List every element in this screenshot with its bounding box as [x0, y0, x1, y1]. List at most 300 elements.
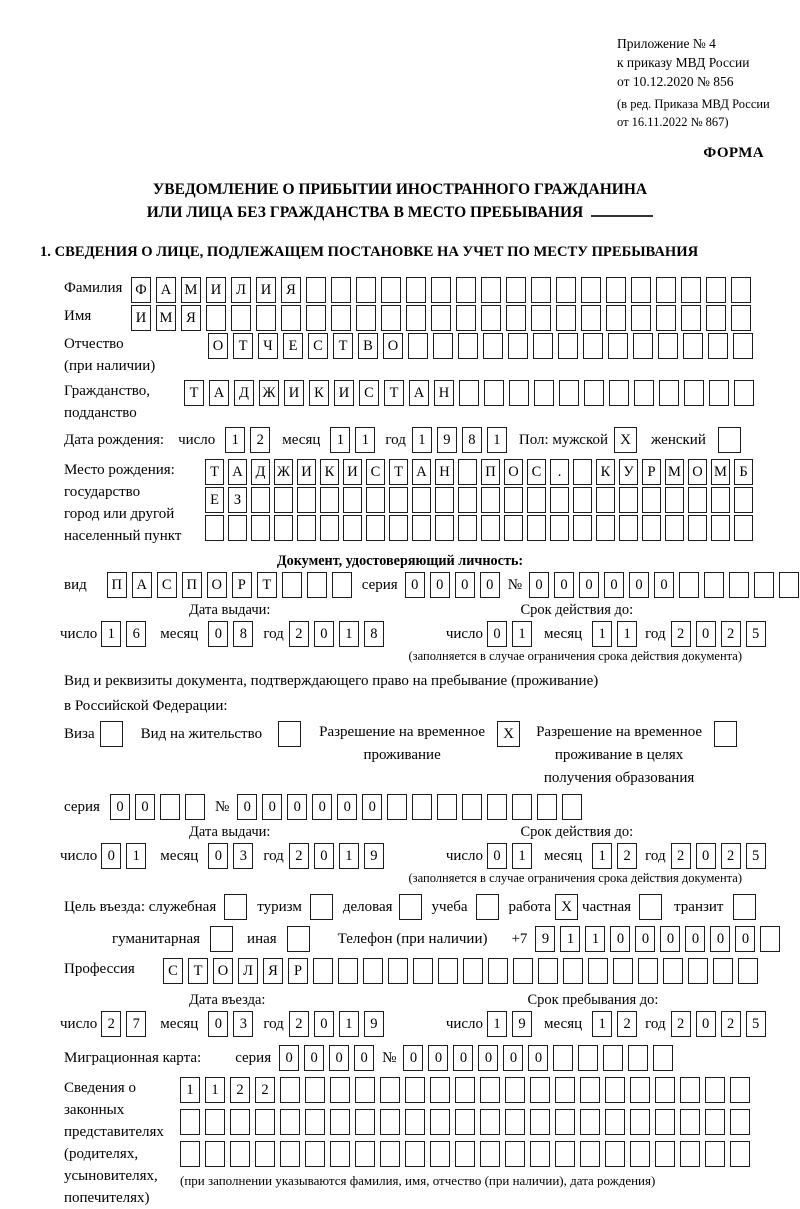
purpose-study-checkbox[interactable]: [476, 894, 499, 920]
char-cell[interactable]: О: [383, 333, 403, 359]
char-cell[interactable]: 0: [405, 572, 425, 598]
char-cell[interactable]: [555, 1077, 575, 1103]
char-cell[interactable]: Ж: [274, 459, 293, 485]
char-cell[interactable]: [633, 333, 653, 359]
char-cell[interactable]: [505, 1109, 525, 1135]
char-cell[interactable]: [380, 1109, 400, 1135]
char-cell[interactable]: [355, 1109, 375, 1135]
char-cell[interactable]: [658, 333, 678, 359]
char-cell[interactable]: [504, 515, 523, 541]
char-cell[interactable]: [530, 1141, 550, 1167]
char-cell[interactable]: О: [207, 572, 227, 598]
char-cell[interactable]: 1: [592, 843, 612, 869]
char-cell[interactable]: [534, 380, 554, 406]
char-cell[interactable]: [533, 333, 553, 359]
char-cell[interactable]: [550, 487, 569, 513]
char-cell[interactable]: [683, 333, 703, 359]
char-cell[interactable]: И: [343, 459, 362, 485]
char-cell[interactable]: 0: [312, 794, 332, 820]
char-cell[interactable]: [581, 277, 601, 303]
char-cell[interactable]: 1: [339, 621, 359, 647]
char-cell[interactable]: 1: [487, 427, 507, 453]
char-cell[interactable]: [508, 333, 528, 359]
char-cell[interactable]: [320, 487, 339, 513]
char-cell[interactable]: [619, 515, 638, 541]
char-cell[interactable]: 0: [453, 1045, 473, 1071]
char-cell[interactable]: [458, 459, 477, 485]
char-cell[interactable]: [550, 515, 569, 541]
char-cell[interactable]: 9: [512, 1011, 532, 1037]
char-cell[interactable]: [630, 1109, 650, 1135]
char-cell[interactable]: С: [308, 333, 328, 359]
char-cell[interactable]: [705, 1077, 725, 1103]
purpose-other-checkbox[interactable]: [287, 926, 310, 952]
char-cell[interactable]: [630, 1077, 650, 1103]
char-cell[interactable]: [573, 515, 592, 541]
char-cell[interactable]: 2: [250, 427, 270, 453]
char-cell[interactable]: 9: [437, 427, 457, 453]
char-cell[interactable]: [488, 958, 508, 984]
char-cell[interactable]: [405, 1141, 425, 1167]
char-cell[interactable]: [605, 1109, 625, 1135]
char-cell[interactable]: 0: [610, 926, 630, 952]
char-cell[interactable]: Т: [188, 958, 208, 984]
char-cell[interactable]: 1: [487, 1011, 507, 1037]
char-cell[interactable]: [412, 515, 431, 541]
char-cell[interactable]: [605, 1077, 625, 1103]
char-cell[interactable]: 1: [339, 843, 359, 869]
char-cell[interactable]: 9: [535, 926, 555, 952]
char-cell[interactable]: И: [256, 277, 276, 303]
char-cell[interactable]: [331, 305, 351, 331]
char-cell[interactable]: 0: [529, 572, 549, 598]
char-cell[interactable]: [231, 305, 251, 331]
char-cell[interactable]: 1: [355, 427, 375, 453]
char-cell[interactable]: И: [131, 305, 151, 331]
char-cell[interactable]: [688, 958, 708, 984]
char-cell[interactable]: [638, 958, 658, 984]
char-cell[interactable]: 1: [585, 926, 605, 952]
char-cell[interactable]: [730, 1141, 750, 1167]
char-cell[interactable]: Л: [238, 958, 258, 984]
char-cell[interactable]: [530, 1109, 550, 1135]
char-cell[interactable]: [680, 1077, 700, 1103]
char-cell[interactable]: [711, 487, 730, 513]
char-cell[interactable]: [282, 572, 302, 598]
char-cell[interactable]: [659, 380, 679, 406]
char-cell[interactable]: Р: [232, 572, 252, 598]
char-cell[interactable]: [730, 1077, 750, 1103]
char-cell[interactable]: [480, 1141, 500, 1167]
char-cell[interactable]: [754, 572, 774, 598]
char-cell[interactable]: [779, 572, 799, 598]
char-cell[interactable]: [655, 1141, 675, 1167]
char-cell[interactable]: 1: [205, 1077, 225, 1103]
char-cell[interactable]: 2: [230, 1077, 250, 1103]
char-cell[interactable]: [705, 1109, 725, 1135]
char-cell[interactable]: 0: [629, 572, 649, 598]
char-cell[interactable]: Б: [734, 459, 753, 485]
char-cell[interactable]: О: [504, 459, 523, 485]
char-cell[interactable]: 1: [512, 621, 532, 647]
char-cell[interactable]: 0: [337, 794, 357, 820]
char-cell[interactable]: 1: [330, 427, 350, 453]
char-cell[interactable]: П: [182, 572, 202, 598]
char-cell[interactable]: О: [208, 333, 228, 359]
purpose-transit-checkbox[interactable]: [733, 894, 756, 920]
char-cell[interactable]: [274, 515, 293, 541]
char-cell[interactable]: 0: [314, 621, 334, 647]
char-cell[interactable]: [738, 958, 758, 984]
char-cell[interactable]: [251, 487, 270, 513]
char-cell[interactable]: [160, 794, 180, 820]
char-cell[interactable]: 2: [289, 1011, 309, 1037]
char-cell[interactable]: [583, 333, 603, 359]
char-cell[interactable]: [705, 1141, 725, 1167]
char-cell[interactable]: [481, 487, 500, 513]
char-cell[interactable]: 0: [314, 1011, 334, 1037]
char-cell[interactable]: [562, 794, 582, 820]
char-cell[interactable]: [205, 515, 224, 541]
residence-permit-checkbox[interactable]: [278, 721, 301, 747]
char-cell[interactable]: [596, 487, 615, 513]
char-cell[interactable]: [603, 1045, 623, 1071]
gender-male-checkbox[interactable]: X: [614, 427, 637, 453]
char-cell[interactable]: 0: [478, 1045, 498, 1071]
char-cell[interactable]: [206, 305, 226, 331]
char-cell[interactable]: [588, 958, 608, 984]
char-cell[interactable]: [580, 1141, 600, 1167]
char-cell[interactable]: 0: [660, 926, 680, 952]
char-cell[interactable]: 0: [237, 794, 257, 820]
temp-residence-edu-checkbox[interactable]: [714, 721, 737, 747]
char-cell[interactable]: [655, 1077, 675, 1103]
char-cell[interactable]: С: [527, 459, 546, 485]
char-cell[interactable]: А: [228, 459, 247, 485]
char-cell[interactable]: [734, 515, 753, 541]
char-cell[interactable]: [330, 1109, 350, 1135]
char-cell[interactable]: [481, 277, 501, 303]
char-cell[interactable]: [251, 515, 270, 541]
char-cell[interactable]: 2: [671, 1011, 691, 1037]
char-cell[interactable]: 0: [503, 1045, 523, 1071]
char-cell[interactable]: Т: [384, 380, 404, 406]
char-cell[interactable]: [665, 515, 684, 541]
char-cell[interactable]: 0: [735, 926, 755, 952]
char-cell[interactable]: [305, 1141, 325, 1167]
char-cell[interactable]: [538, 958, 558, 984]
char-cell[interactable]: 0: [362, 794, 382, 820]
char-cell[interactable]: [556, 305, 576, 331]
char-cell[interactable]: [709, 380, 729, 406]
char-cell[interactable]: [656, 277, 676, 303]
char-cell[interactable]: [458, 487, 477, 513]
char-cell[interactable]: [527, 487, 546, 513]
char-cell[interactable]: [355, 1077, 375, 1103]
char-cell[interactable]: [185, 794, 205, 820]
char-cell[interactable]: [609, 380, 629, 406]
char-cell[interactable]: А: [412, 459, 431, 485]
char-cell[interactable]: [381, 305, 401, 331]
char-cell[interactable]: [608, 333, 628, 359]
char-cell[interactable]: [509, 380, 529, 406]
char-cell[interactable]: З: [228, 487, 247, 513]
char-cell[interactable]: [230, 1109, 250, 1135]
char-cell[interactable]: Т: [184, 380, 204, 406]
char-cell[interactable]: М: [711, 459, 730, 485]
purpose-tourism-checkbox[interactable]: [310, 894, 333, 920]
char-cell[interactable]: [405, 1109, 425, 1135]
char-cell[interactable]: 8: [462, 427, 482, 453]
char-cell[interactable]: [480, 1109, 500, 1135]
char-cell[interactable]: 0: [208, 843, 228, 869]
char-cell[interactable]: [255, 1141, 275, 1167]
gender-female-checkbox[interactable]: [718, 427, 741, 453]
char-cell[interactable]: [527, 515, 546, 541]
char-cell[interactable]: 3: [233, 1011, 253, 1037]
char-cell[interactable]: [431, 277, 451, 303]
char-cell[interactable]: 0: [208, 1011, 228, 1037]
char-cell[interactable]: [559, 380, 579, 406]
char-cell[interactable]: [306, 305, 326, 331]
char-cell[interactable]: [487, 794, 507, 820]
char-cell[interactable]: [679, 572, 699, 598]
char-cell[interactable]: Н: [434, 380, 454, 406]
char-cell[interactable]: [387, 794, 407, 820]
char-cell[interactable]: [573, 487, 592, 513]
char-cell[interactable]: [706, 305, 726, 331]
char-cell[interactable]: [619, 487, 638, 513]
char-cell[interactable]: Т: [257, 572, 277, 598]
char-cell[interactable]: 0: [696, 843, 716, 869]
char-cell[interactable]: [438, 958, 458, 984]
char-cell[interactable]: Д: [251, 459, 270, 485]
char-cell[interactable]: [437, 794, 457, 820]
char-cell[interactable]: [297, 515, 316, 541]
char-cell[interactable]: [455, 1077, 475, 1103]
char-cell[interactable]: [433, 333, 453, 359]
char-cell[interactable]: [281, 305, 301, 331]
char-cell[interactable]: [653, 1045, 673, 1071]
char-cell[interactable]: 1: [617, 621, 637, 647]
char-cell[interactable]: 0: [487, 843, 507, 869]
char-cell[interactable]: [280, 1141, 300, 1167]
char-cell[interactable]: Ч: [258, 333, 278, 359]
char-cell[interactable]: [205, 1109, 225, 1135]
char-cell[interactable]: [684, 380, 704, 406]
char-cell[interactable]: [628, 1045, 648, 1071]
char-cell[interactable]: 1: [225, 427, 245, 453]
char-cell[interactable]: [356, 305, 376, 331]
char-cell[interactable]: 2: [617, 843, 637, 869]
char-cell[interactable]: [484, 380, 504, 406]
char-cell[interactable]: 2: [289, 621, 309, 647]
char-cell[interactable]: [306, 277, 326, 303]
char-cell[interactable]: Ж: [259, 380, 279, 406]
char-cell[interactable]: 0: [487, 621, 507, 647]
char-cell[interactable]: [537, 794, 557, 820]
char-cell[interactable]: [688, 487, 707, 513]
char-cell[interactable]: [228, 515, 247, 541]
char-cell[interactable]: [435, 487, 454, 513]
char-cell[interactable]: [274, 487, 293, 513]
char-cell[interactable]: [380, 1077, 400, 1103]
char-cell[interactable]: 0: [579, 572, 599, 598]
char-cell[interactable]: [430, 1109, 450, 1135]
char-cell[interactable]: П: [107, 572, 127, 598]
char-cell[interactable]: 2: [255, 1077, 275, 1103]
char-cell[interactable]: Р: [288, 958, 308, 984]
char-cell[interactable]: [456, 305, 476, 331]
char-cell[interactable]: Д: [234, 380, 254, 406]
char-cell[interactable]: [366, 487, 385, 513]
char-cell[interactable]: [642, 515, 661, 541]
char-cell[interactable]: [481, 305, 501, 331]
char-cell[interactable]: Н: [435, 459, 454, 485]
char-cell[interactable]: 2: [671, 621, 691, 647]
char-cell[interactable]: [631, 277, 651, 303]
char-cell[interactable]: [713, 958, 733, 984]
char-cell[interactable]: [280, 1077, 300, 1103]
char-cell[interactable]: [205, 1141, 225, 1167]
char-cell[interactable]: 0: [635, 926, 655, 952]
char-cell[interactable]: 8: [233, 621, 253, 647]
char-cell[interactable]: 1: [592, 621, 612, 647]
char-cell[interactable]: 1: [101, 621, 121, 647]
purpose-business-checkbox[interactable]: [399, 894, 422, 920]
char-cell[interactable]: 0: [696, 621, 716, 647]
char-cell[interactable]: [578, 1045, 598, 1071]
char-cell[interactable]: 0: [314, 843, 334, 869]
char-cell[interactable]: [180, 1141, 200, 1167]
char-cell[interactable]: [580, 1077, 600, 1103]
char-cell[interactable]: [505, 1077, 525, 1103]
char-cell[interactable]: В: [358, 333, 378, 359]
char-cell[interactable]: [708, 333, 728, 359]
char-cell[interactable]: [297, 487, 316, 513]
char-cell[interactable]: Т: [205, 459, 224, 485]
char-cell[interactable]: [412, 487, 431, 513]
char-cell[interactable]: [665, 487, 684, 513]
char-cell[interactable]: 2: [721, 621, 741, 647]
char-cell[interactable]: 1: [126, 843, 146, 869]
char-cell[interactable]: М: [181, 277, 201, 303]
char-cell[interactable]: 1: [592, 1011, 612, 1037]
char-cell[interactable]: [330, 1077, 350, 1103]
char-cell[interactable]: [459, 380, 479, 406]
char-cell[interactable]: [463, 958, 483, 984]
char-cell[interactable]: [581, 305, 601, 331]
char-cell[interactable]: О: [688, 459, 707, 485]
char-cell[interactable]: 5: [746, 843, 766, 869]
char-cell[interactable]: [704, 572, 724, 598]
purpose-official-checkbox[interactable]: [224, 894, 247, 920]
char-cell[interactable]: Т: [333, 333, 353, 359]
char-cell[interactable]: 1: [339, 1011, 359, 1037]
purpose-private-checkbox[interactable]: [639, 894, 662, 920]
char-cell[interactable]: 0: [208, 621, 228, 647]
char-cell[interactable]: [305, 1077, 325, 1103]
char-cell[interactable]: Р: [642, 459, 661, 485]
char-cell[interactable]: [530, 1077, 550, 1103]
char-cell[interactable]: [456, 277, 476, 303]
char-cell[interactable]: [553, 1045, 573, 1071]
char-cell[interactable]: 2: [671, 843, 691, 869]
char-cell[interactable]: [613, 958, 633, 984]
char-cell[interactable]: [630, 1141, 650, 1167]
char-cell[interactable]: [555, 1109, 575, 1135]
char-cell[interactable]: [405, 1077, 425, 1103]
char-cell[interactable]: С: [163, 958, 183, 984]
char-cell[interactable]: [663, 958, 683, 984]
char-cell[interactable]: М: [156, 305, 176, 331]
char-cell[interactable]: [389, 487, 408, 513]
char-cell[interactable]: К: [320, 459, 339, 485]
char-cell[interactable]: [356, 277, 376, 303]
char-cell[interactable]: [730, 1109, 750, 1135]
char-cell[interactable]: 9: [364, 1011, 384, 1037]
char-cell[interactable]: 2: [721, 843, 741, 869]
char-cell[interactable]: Л: [231, 277, 251, 303]
char-cell[interactable]: [230, 1141, 250, 1167]
char-cell[interactable]: 2: [101, 1011, 121, 1037]
char-cell[interactable]: 2: [617, 1011, 637, 1037]
char-cell[interactable]: [558, 333, 578, 359]
char-cell[interactable]: [711, 515, 730, 541]
char-cell[interactable]: Т: [389, 459, 408, 485]
char-cell[interactable]: [556, 277, 576, 303]
char-cell[interactable]: [731, 305, 751, 331]
char-cell[interactable]: [706, 277, 726, 303]
char-cell[interactable]: [389, 515, 408, 541]
char-cell[interactable]: [631, 305, 651, 331]
char-cell[interactable]: Я: [263, 958, 283, 984]
char-cell[interactable]: [381, 277, 401, 303]
char-cell[interactable]: 7: [126, 1011, 146, 1037]
char-cell[interactable]: [760, 926, 780, 952]
char-cell[interactable]: [483, 333, 503, 359]
char-cell[interactable]: 9: [364, 843, 384, 869]
char-cell[interactable]: [634, 380, 654, 406]
char-cell[interactable]: [531, 305, 551, 331]
char-cell[interactable]: [605, 1141, 625, 1167]
char-cell[interactable]: [307, 572, 327, 598]
char-cell[interactable]: И: [284, 380, 304, 406]
char-cell[interactable]: [343, 515, 362, 541]
char-cell[interactable]: [255, 1109, 275, 1135]
char-cell[interactable]: [458, 515, 477, 541]
char-cell[interactable]: [481, 515, 500, 541]
char-cell[interactable]: 0: [354, 1045, 374, 1071]
char-cell[interactable]: 5: [746, 621, 766, 647]
char-cell[interactable]: [305, 1109, 325, 1135]
char-cell[interactable]: [380, 1141, 400, 1167]
char-cell[interactable]: [455, 1109, 475, 1135]
visa-checkbox[interactable]: [100, 721, 123, 747]
char-cell[interactable]: К: [309, 380, 329, 406]
char-cell[interactable]: И: [334, 380, 354, 406]
char-cell[interactable]: С: [366, 459, 385, 485]
char-cell[interactable]: И: [206, 277, 226, 303]
char-cell[interactable]: [313, 958, 333, 984]
char-cell[interactable]: [430, 1077, 450, 1103]
char-cell[interactable]: [506, 305, 526, 331]
char-cell[interactable]: [688, 515, 707, 541]
char-cell[interactable]: 0: [304, 1045, 324, 1071]
char-cell[interactable]: [256, 305, 276, 331]
char-cell[interactable]: [729, 572, 749, 598]
char-cell[interactable]: 0: [528, 1045, 548, 1071]
